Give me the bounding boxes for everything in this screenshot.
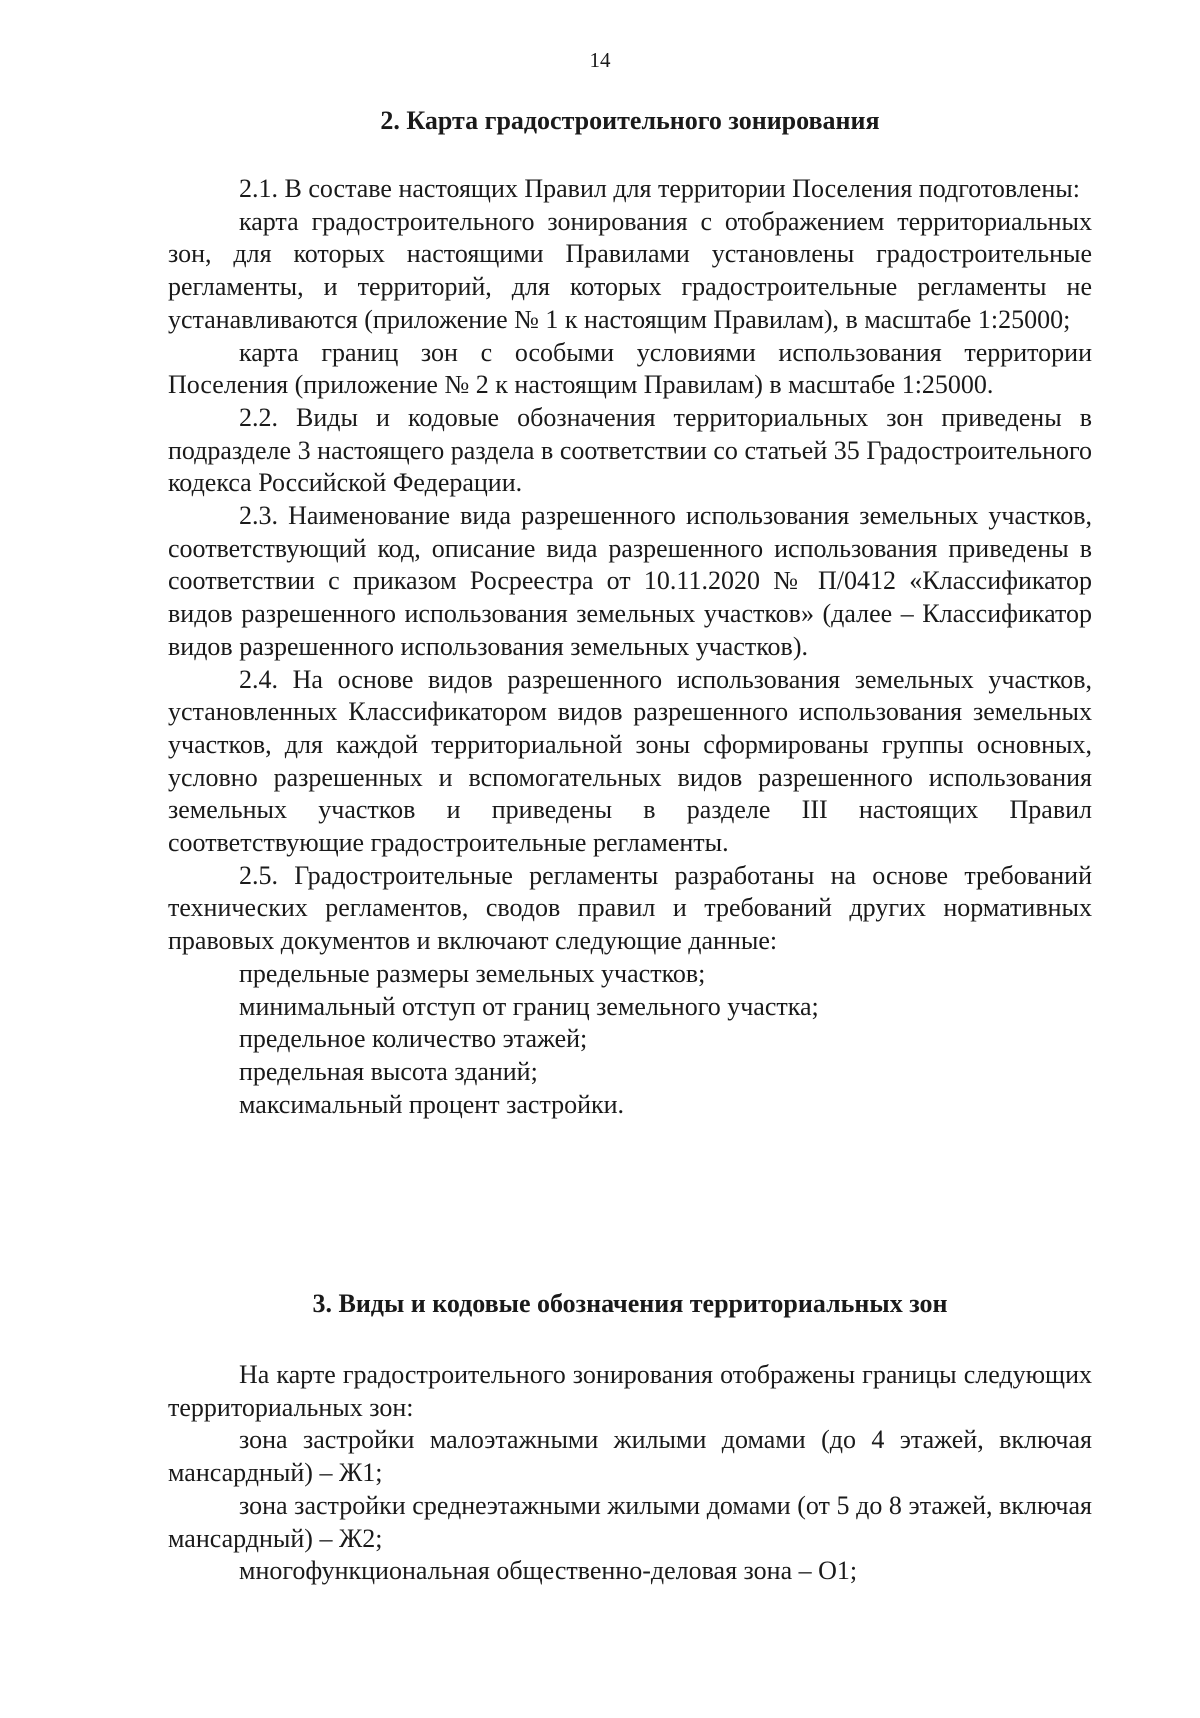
list-item: минимальный отступ от границ земельного участка; xyxy=(239,991,819,1021)
paragraph-special-zones-map: карта границ зон с особыми условиями использования территории Поселения (приложение № 2 к настоящим Правилам) в масштабе 1:25000. xyxy=(168,337,1092,400)
list-item: максимальный процент застройки. xyxy=(239,1089,625,1119)
zone-item-o1: многофункциональная общественно-деловая зона – О1; xyxy=(239,1556,858,1586)
paragraph-2-2: 2.2. Виды и кодовые обозначения территориальных зон приведены в подразделе 3 настоящего раздела в соответствии со статьей 35 Градостроительного кодекса Российской Федерации. xyxy=(168,402,1092,498)
zone-item-zh1: зона застройки малоэтажными жилыми домами (до 4 этажей, включая мансардный) – Ж1; xyxy=(168,1425,1092,1488)
list-item: предельные размеры земельных участков; xyxy=(239,958,706,988)
zone-item-zh2: зона застройки среднеэтажными жилыми домами (от 5 до 8 этажей, включая мансардный) – Ж2; xyxy=(168,1490,1092,1553)
section-3-body xyxy=(168,1359,1092,1588)
paragraph-zones-intro: На карте градостроительного зонирования отображены границы следующих территориальных зон: xyxy=(168,1360,1092,1422)
paragraph-2-1: 2.1. В составе настоящих Правил для территории Поселения подготовлены: xyxy=(239,174,1080,203)
list-item: предельная высота зданий; xyxy=(239,1056,538,1086)
section-3-title: 3. Виды и кодовые обозначения территориальных зон xyxy=(312,1289,948,1318)
paragraph-2-3: 2.3. Наименование вида разрешенного использования земельных участков, соответствующий код, описание вида разрешенного использования приведены в соответствии с приказом Росреестра от 10.11.2020 № П/0412 «Классификатор видов разрешенного использования земельных участков» (далее – Классификатор видов разрешенного использования земельных участков). xyxy=(168,501,1092,661)
list-item: предельное количество этажей; xyxy=(239,1024,588,1054)
page-number: 14 xyxy=(589,48,611,72)
section-2-body xyxy=(168,173,1092,1121)
paragraph-zoning-map: карта градостроительного зонирования с отображением территориальных зон, для которых настоящими Правилами установлены градостроительные регламенты, и территорий, для которых градостроительные регламенты не устанавливаются (приложение № 1 к настоящим Правилам), в масштабе 1:25000; xyxy=(168,206,1092,334)
section-2-title: 2. Карта градостроительного зонирования xyxy=(380,106,880,135)
paragraph-2-5: 2.5. Градостроительные регламенты разработаны на основе требований технических регламентов, сводов правил и требований других нормативных правовых документов и включают следующие данные: xyxy=(168,860,1092,956)
paragraph-2-4: 2.4. На основе видов разрешенного использования земельных участков, установленных Классификатором видов разрешенного использования земельных участков, для каждой территориальной зоны сформированы группы основных, условно разрешенных и вспомогательных видов разрешенного использования земельных участков и приведены в разделе III настоящих Правил соответствующие градостроительные регламенты. xyxy=(168,664,1092,858)
